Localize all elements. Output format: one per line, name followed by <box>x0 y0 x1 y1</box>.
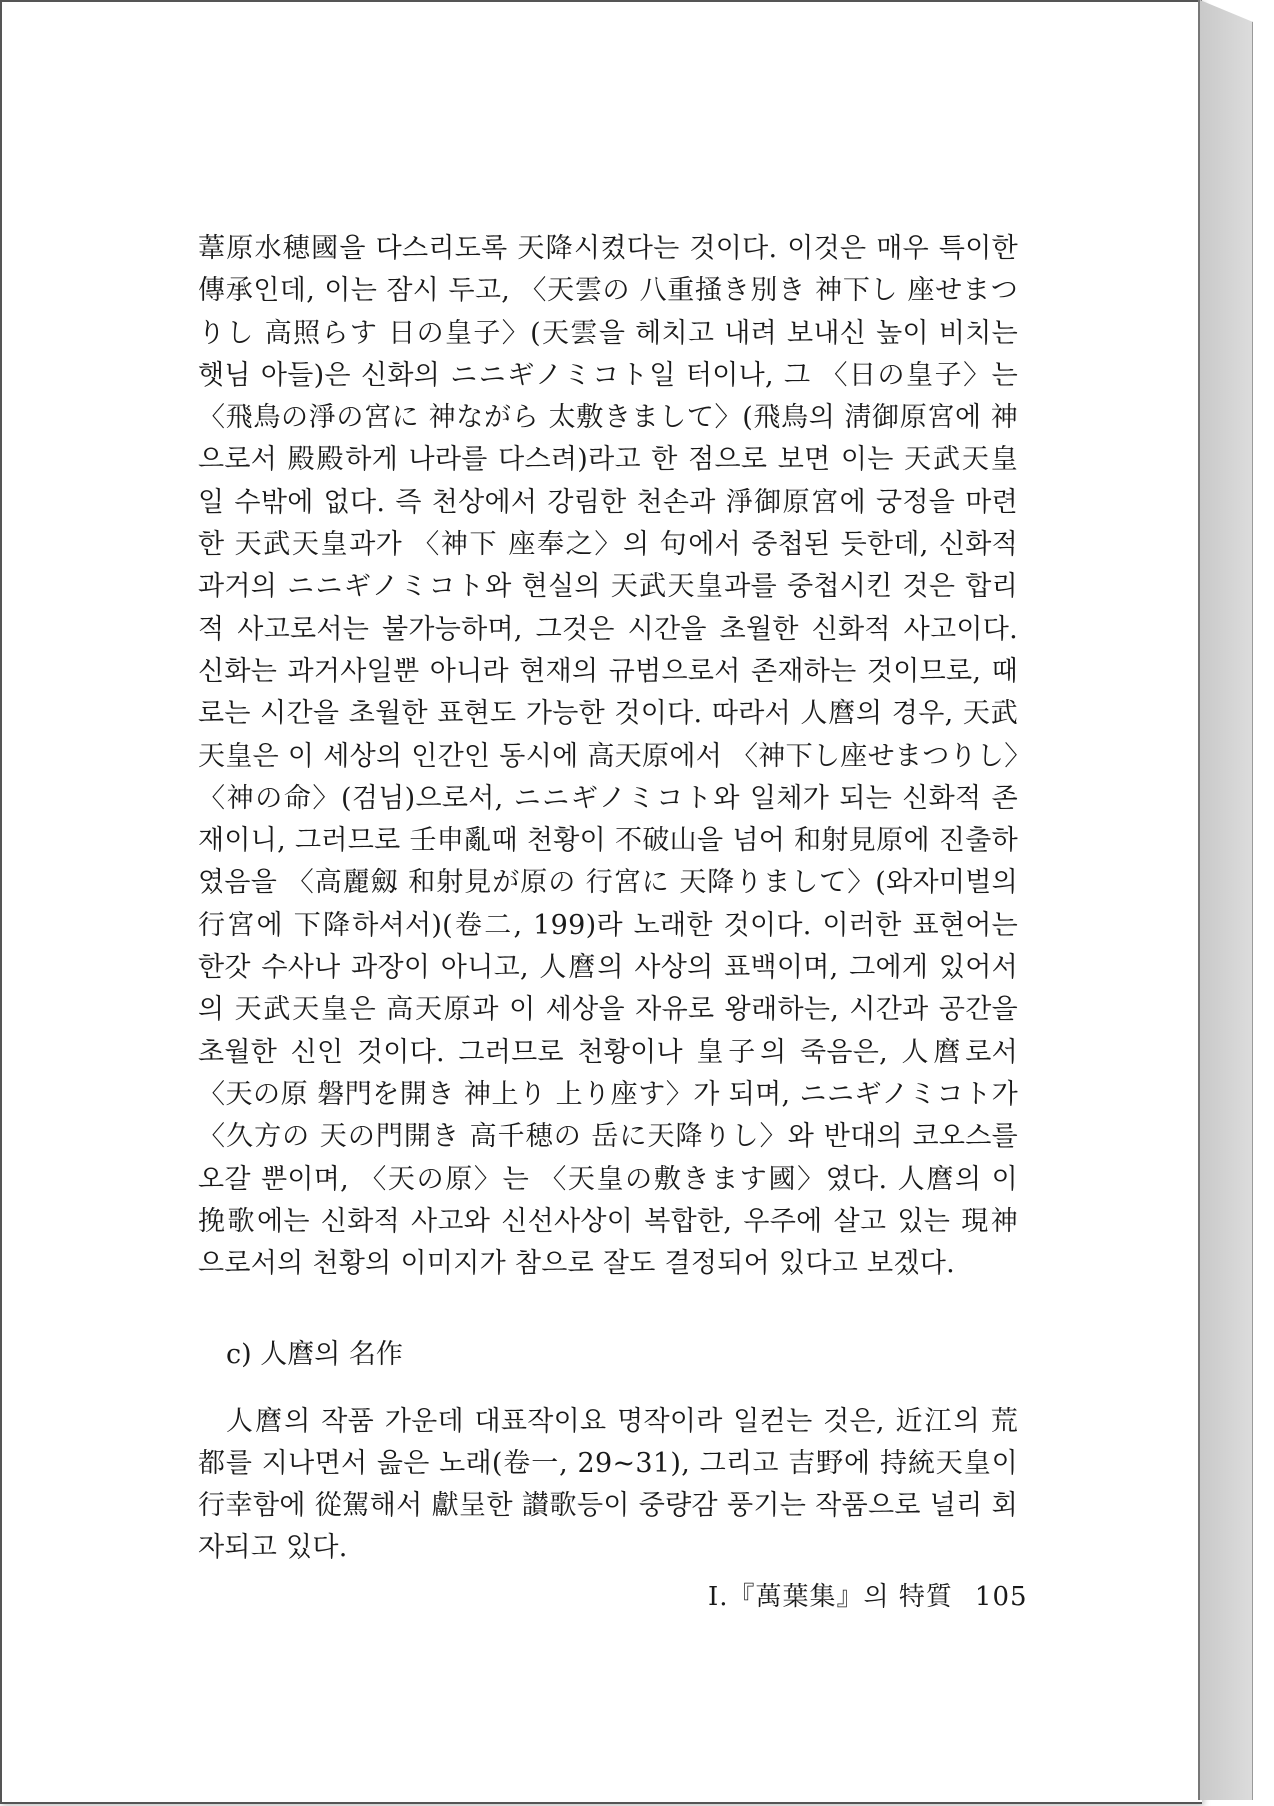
paragraph-1: 葦原水穂國을 다스리도록 天降시켰다는 것이다. 이것은 매우 특이한 傳承인데, 이는 잠시 두고, 〈天雲の 八重掻き別き 神下し 座せまつりし 高照らす 日の皇子〉(天雲을 헤치고 내려 보내신 높이 비치는 햇님 아들)은 신화의 ニニギノミコト일 터이나, 그 〈日の皇子〉는 〈飛鳥の淨の宮に 神ながら 太敷きまして〉(飛鳥의 淸御原宮에 神으로서 殿殿하게 나라를 다스려)라고 한 점으로 보면 이는 天武天皇일 수밖에 없다. 즉 천상에서 강림한 천손과 淨御原宮에 궁정을 마련한 天武天皇과가 〈神下 座奉之〉의 句에서 중첩된 듯한데, 신화적 과거의 ニニギノミコト와 현실의 天武天皇과를 중첩시킨 것은 합리적 사고로서는 불가능하며, 그것은 시간을 초월한 신화적 사고이다. 신화는 과거사일뿐 아니라 현재의 규범으로서 존재하는 것이므로, 때로는 시간을 초월한 표현도 가능한 것이다. 따라서 人麿의 경우, 天武天皇은 이 세상의 인간인 동시에 高天原에서 〈神下し座せまつりし〉〈神の命〉(검님)으로서, ニニギノミコト와 일체가 되는 신화적 존재이니, 그러므로 壬申亂때 천황이 不破山을 넘어 和射見原에 진출하였음을 〈高麗劔 和射見が原の 行宮に 天降りまして〉(와자미벌의 行宮에 下降하셔서)(卷二, 199)라 노래한 것이다. 이러한 표현어는 한갓 수사나 과장이 아니고, 人麿의 사상의 표백이며, 그에게 있어서의 天武天皇은 高天原과 이 세상을 자유로 왕래하는, 시간과 공간을 초월한 신인 것이다. 그러므로 천황이나 皇子의 죽음은, 人麿로서 〈天の原 磐門を開き 神上り 上り座す〉가 되며, ニニギノミコト가 〈久方の 天の門開き 高千穂の 岳に天降りし〉와 반대의 코오스를 오갈 뿐이며, 〈天の原〉는 〈天皇の敷きます國〉였다. 人麿의 이 挽歌에는 신화적 사고와 신선사상이 복합한, 우주에 살고 있는 現神으로서의 천황의 이미지가 참으로 잘도 결정되어 있다고 보겠다. <box>198 233 1018 1280</box>
page-footer <box>708 1576 1028 1613</box>
book-side-edge <box>1200 0 1253 1800</box>
running-title: I.『萬葉集』의 特質 <box>708 1582 953 1612</box>
page-number: 105 <box>974 1582 1028 1612</box>
section-heading: c) 人麿의 名作 <box>226 1339 403 1370</box>
body-text <box>198 228 1018 1285</box>
paragraph-2: 人麿의 작품 가운데 대표작이요 명작이라 일컫는 것은, 近江의 荒都를 지나면서 읊은 노래(卷一, 29~31), 그리고 吉野에 持統天皇이 行幸함에 從駕해서 獻呈한 讃歌등이 중량감 풍기는 작품으로 널리 회자되고 있다. <box>198 1406 1018 1563</box>
